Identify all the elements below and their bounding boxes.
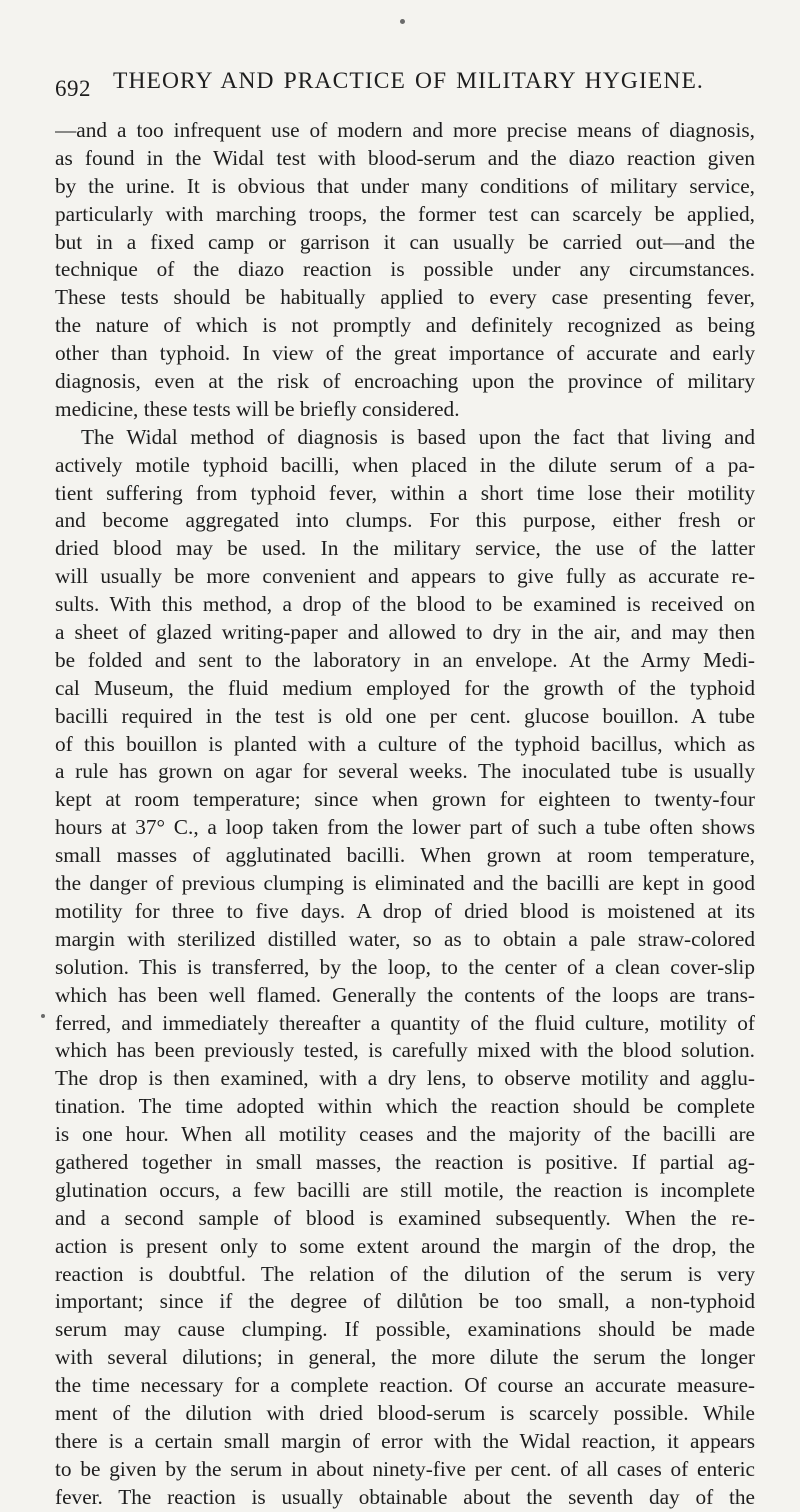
- text-line: margin with sterilized distilled water, so as to obtain a pale straw-colored: [55, 926, 755, 951]
- text-line: bacilli required in the test is old one per cent. glucose bouillon. A tube: [55, 703, 755, 728]
- text-line: there is a certain small margin of error with the Widal reaction, it appears: [55, 1428, 755, 1453]
- text-line: glutination occurs, a few bacilli are still motile, the reaction is incomplete: [55, 1177, 755, 1202]
- text-line: hours at 37° C., a loop taken from the lower part of such a tube often shows: [55, 815, 755, 840]
- text-line: is one hour. When all motility ceases and the majority of the bacilli are: [55, 1122, 755, 1147]
- body-text: [55, 117, 755, 1512]
- text-line: tination. The time adopted within which the reaction should be complete: [55, 1094, 755, 1119]
- text-line: fever. The reaction is usually obtainable about the seventh day of the: [55, 1484, 755, 1509]
- page-number: 692: [55, 76, 91, 101]
- text-line: ferred, and immediately thereafter a quantity of the fluid culture, motility of: [55, 1010, 755, 1035]
- text-line: These tests should be habitually applied to every case presenting fever,: [55, 285, 755, 310]
- paragraph-start-line: The Widal method of diagnosis is based upon the fact that living and: [81, 424, 755, 449]
- text-line: of this bouillon is planted with a culture of the typhoid bacillus, which as: [55, 731, 755, 756]
- text-line: which has been previously tested, is carefully mixed with the blood solution.: [55, 1038, 755, 1063]
- text-line: and a second sample of blood is examined subsequently. When the re-: [55, 1205, 755, 1230]
- text-line: dried blood may be used. In the military service, the use of the latter: [55, 536, 755, 561]
- text-line: the time necessary for a complete reaction. Of course an accurate measure-: [55, 1373, 755, 1398]
- text-line: cal Museum, the fluid medium employed for the growth of the typhoid: [55, 675, 755, 700]
- text-line: other than typhoid. In view of the great importance of accurate and early: [55, 341, 755, 366]
- text-line: and become aggregated into clumps. For this purpose, either fresh or: [55, 508, 755, 533]
- text-line: diagnosis, even at the risk of encroaching upon the province of military: [55, 369, 755, 394]
- paragraph-end-line: medicine, these tests will be briefly considered.: [55, 396, 460, 421]
- page-header: [55, 68, 755, 108]
- left-margin-speck: [41, 1014, 45, 1018]
- text-line: by the urine. It is obvious that under many conditions of military service,: [55, 173, 755, 198]
- top-ink-speck: [400, 19, 405, 24]
- text-line: but in a fixed camp or garrison it can usually be carried out—and the: [55, 229, 755, 254]
- text-line: motility for three to five days. A drop of dried blood is moistened at its: [55, 898, 755, 923]
- text-line: serum may cause clumping. If possible, examinations should be made: [55, 1317, 755, 1342]
- text-line: gathered together in small masses, the reaction is positive. If partial ag-: [55, 1149, 755, 1174]
- text-line: important; since if the degree of dilution be too small, a non-typhoid: [55, 1289, 755, 1314]
- text-line: —and a too infrequent use of modern and more precise means of diagnosis,: [55, 118, 755, 142]
- text-line: with several dilutions; in general, the more dilute the serum the longer: [55, 1345, 755, 1370]
- text-line: particularly with marching troops, the former test can scarcely be applied,: [55, 201, 755, 226]
- text-line: actively motile typhoid bacilli, when placed in the dilute serum of a pa-: [55, 452, 755, 477]
- running-head: THEORY AND PRACTICE OF MILITARY HYGIENE.: [113, 68, 704, 94]
- text-line: the danger of previous clumping is eliminated and the bacilli are kept in good: [55, 871, 755, 896]
- text-line: the nature of which is not promptly and definitely recognized as being: [55, 313, 755, 338]
- text-line: action is present only to some extent around the margin of the drop, the: [55, 1233, 755, 1258]
- text-line: ment of the dilution with dried blood-serum is scarcely possible. While: [55, 1400, 755, 1425]
- text-line: sults. With this method, a drop of the blood to be examined is received on: [55, 592, 755, 617]
- text-line: a rule has grown on agar for several weeks. The inoculated tube is usually: [55, 759, 755, 784]
- text-line: as found in the Widal test with blood-serum and the diazo reaction given: [55, 145, 755, 170]
- text-line: a sheet of glazed writing-paper and allowed to dry in the air, and may then: [55, 620, 755, 645]
- text-line: reaction is doubtful. The relation of the dilution of the serum is very: [55, 1261, 755, 1286]
- text-line: small masses of agglutinated bacilli. When grown at room temperature,: [55, 843, 755, 868]
- text-line: which has been well flamed. Generally the contents of the loops are trans-: [55, 982, 755, 1007]
- text-line: be folded and sent to the laboratory in an envelope. At the Army Medi-: [55, 647, 755, 672]
- text-line: The drop is then examined, with a dry lens, to observe motility and agglu-: [55, 1066, 755, 1091]
- text-line: tient suffering from typhoid fever, within a short time lose their motility: [55, 480, 755, 505]
- text-line: kept at room temperature; since when grown for eighteen to twenty-four: [55, 787, 755, 812]
- text-line: solution. This is transferred, by the loop, to the center of a clean cover-slip: [55, 954, 755, 979]
- text-line: technique of the diazo reaction is possible under any circumstances.: [55, 257, 755, 282]
- text-line: to be given by the serum in about ninety-five per cent. of all cases of enteric: [55, 1456, 755, 1481]
- text-line: will usually be more convenient and appears to give fully as accurate re-: [55, 564, 755, 589]
